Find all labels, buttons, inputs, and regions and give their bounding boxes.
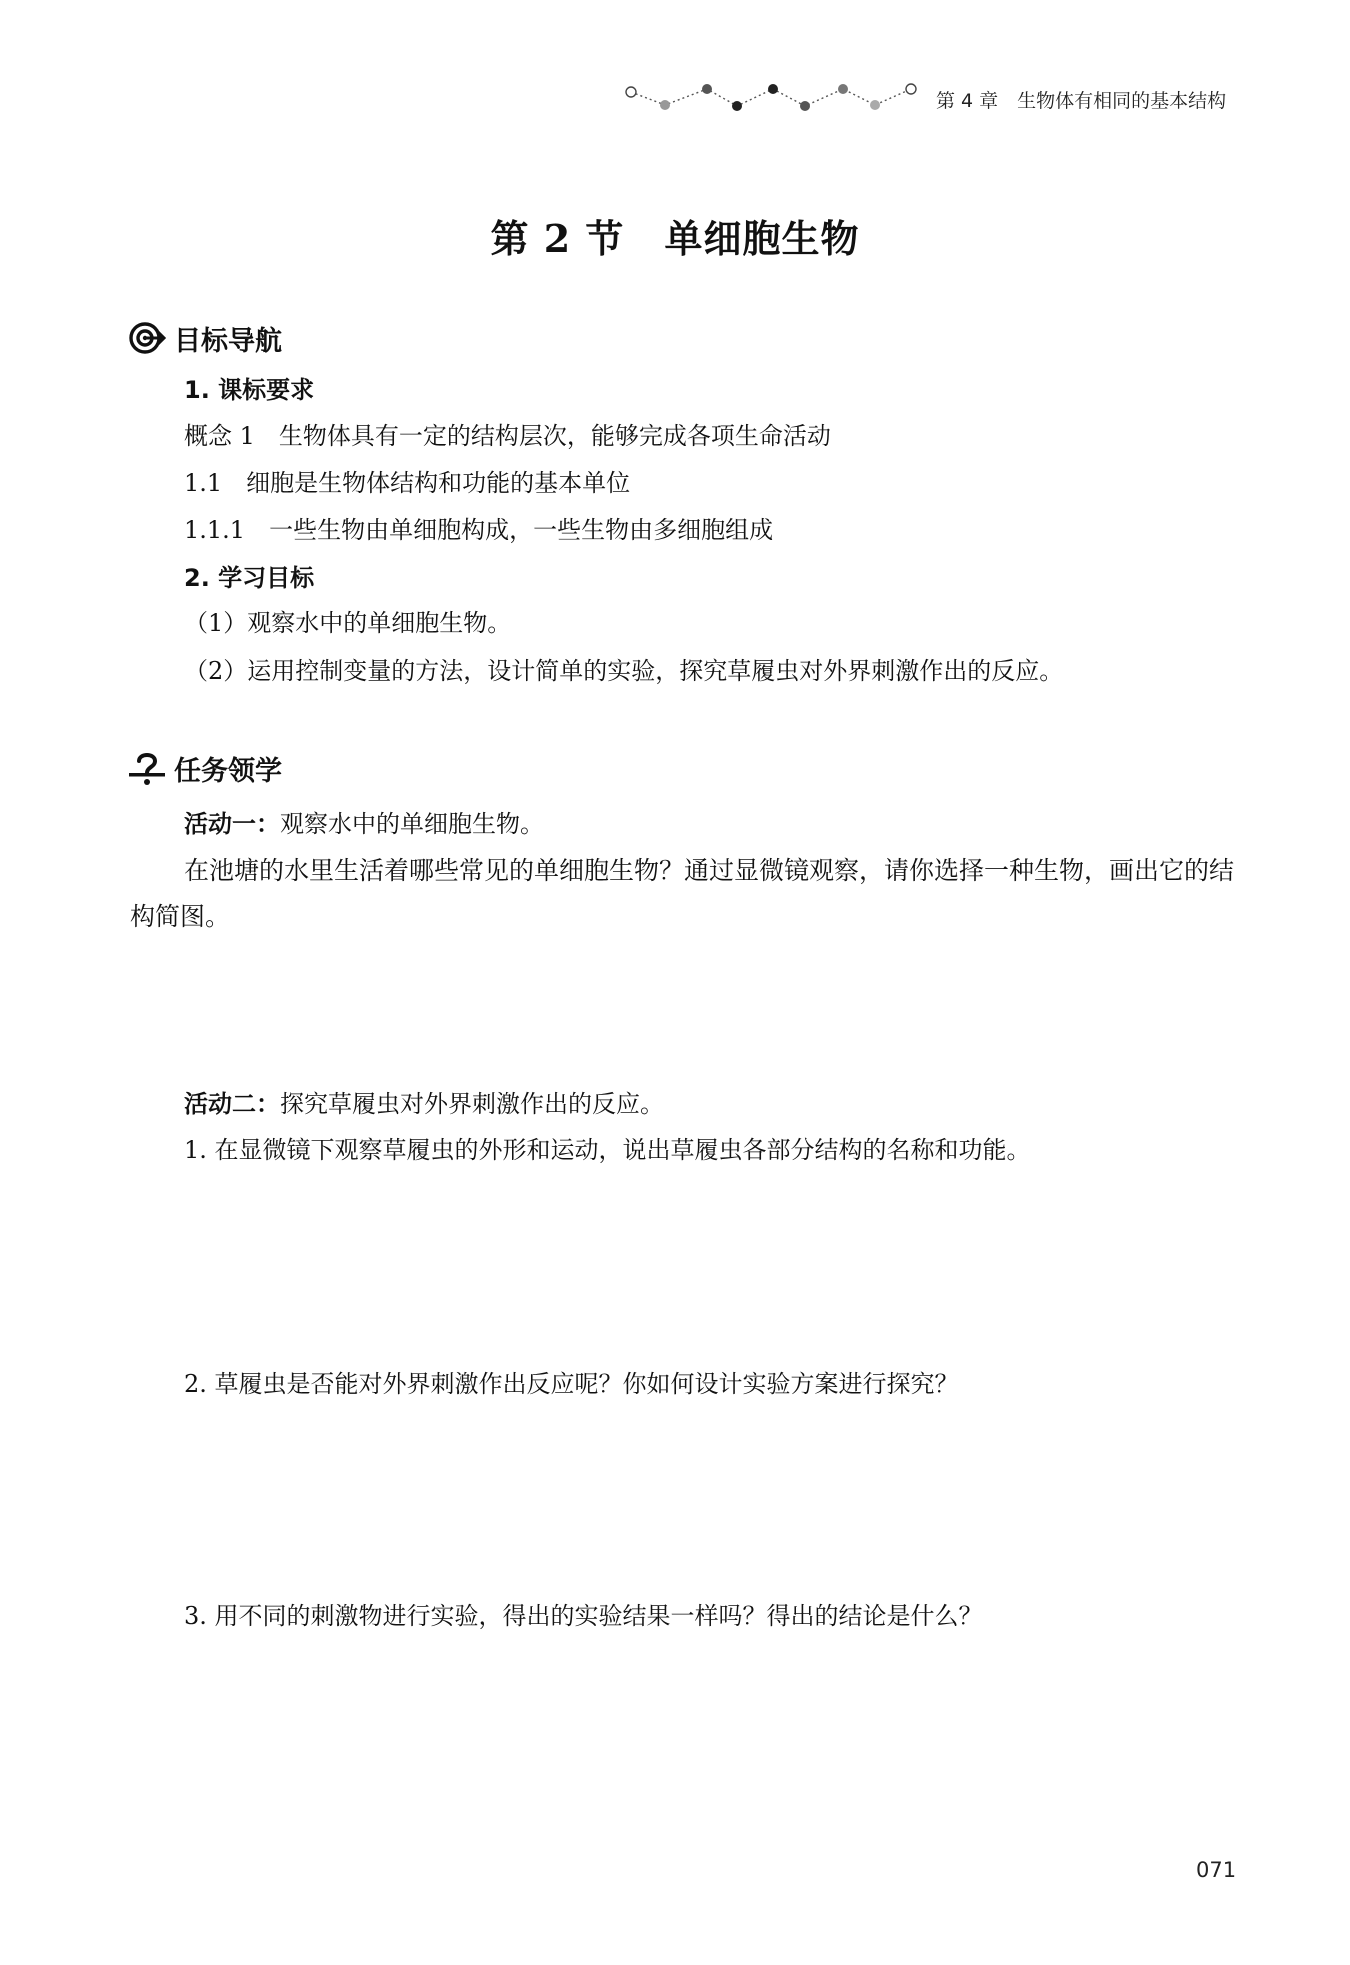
section-name: 单细胞生物 <box>664 216 860 261</box>
activity2-question: 1. 在显微镜下观察草履虫的外形和运动，说出草履虫各部分结构的名称和功能。 <box>184 1136 1031 1164</box>
activity2-question: 2. 草履虫是否能对外界刺激作出反应呢？你如何设计实验方案进行探究？ <box>184 1370 959 1398</box>
activity2-question: 3. 用不同的刺激物进行实验，得出的实验结果一样吗？得出的结论是什么？ <box>184 1602 983 1630</box>
objective-line: （1）观察水中的单细胞生物。 <box>184 609 512 637</box>
goals-heading <box>128 318 282 358</box>
activity1-prompt: 在池塘的水里生活着哪些常见的单细胞生物？通过显微镜观察，请你选择一种生物，画出它的结构简图。 <box>130 856 1235 931</box>
running-header-chapter: 第 4 章 生物体有相同的基本结构 <box>936 90 1227 112</box>
curriculum-requirements-subheading: 1. 课标要求 <box>184 376 315 404</box>
activity1-label: 活动一： <box>184 810 280 838</box>
requirement-line: 1.1.1 一些生物由单细胞构成，一些生物由多细胞组成 <box>184 516 774 544</box>
activity1-title-text: 观察水中的单细胞生物。 <box>280 810 544 838</box>
learning-objectives-subheading: 2. 学习目标 <box>184 564 315 592</box>
activity2-title <box>184 1088 664 1120</box>
activity1-title <box>184 808 544 840</box>
activity2-label: 活动二： <box>184 1090 280 1118</box>
requirement-line: 概念 1 生物体具有一定的结构层次，能够完成各项生命活动 <box>184 422 831 450</box>
page-number: 071 <box>1196 1858 1237 1882</box>
target-arrow-icon <box>128 319 166 357</box>
section-number: 第 2 节 <box>490 216 625 261</box>
objective-line: （2）运用控制变量的方法，设计简单的实验，探究草履虫对外界刺激作出的反应。 <box>184 657 1064 685</box>
tasks-heading-label: 任务领学 <box>174 755 282 787</box>
activity2-title-text: 探究草履虫对外界刺激作出的反应。 <box>280 1090 664 1118</box>
question-mark-icon <box>128 749 166 787</box>
requirement-line: 1.1 细胞是生物体结构和功能的基本单位 <box>184 469 631 497</box>
header-dot-chain-decoration <box>625 80 925 116</box>
goals-heading-label: 目标导航 <box>174 325 282 357</box>
tasks-heading <box>128 748 282 788</box>
section-title <box>0 208 1350 263</box>
